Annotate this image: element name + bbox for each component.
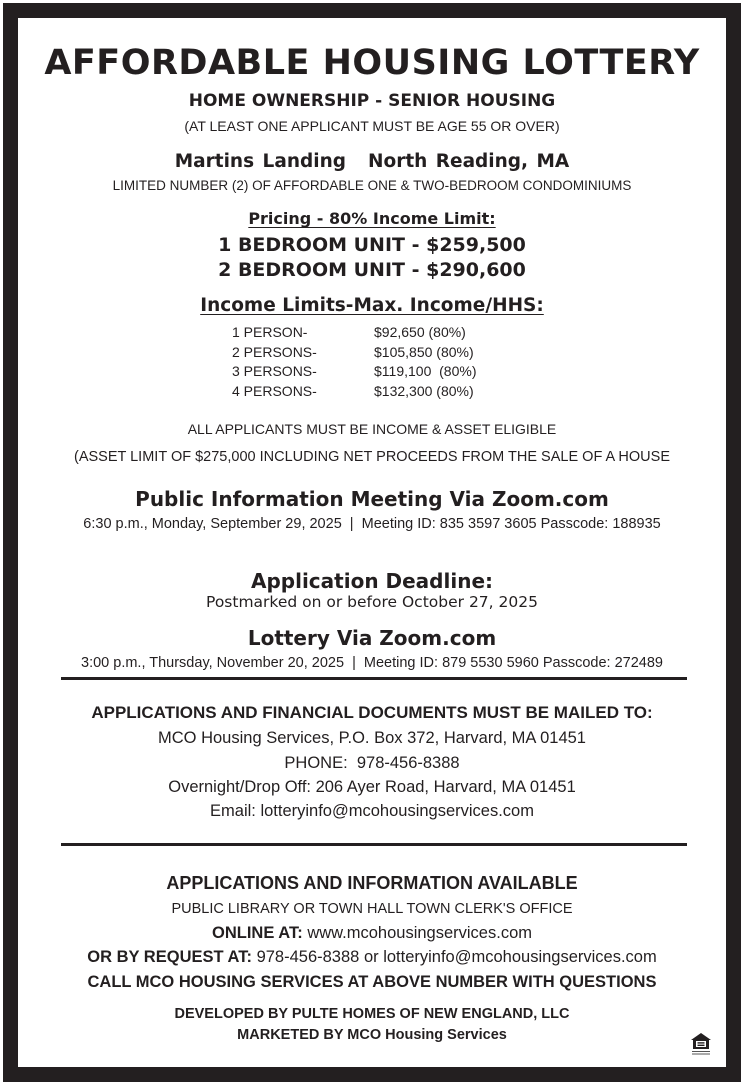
online-line bbox=[18, 925, 726, 942]
request-email-link[interactable]: lotteryinfo@mcohousingservices.com bbox=[383, 948, 657, 966]
request-or: or bbox=[363, 948, 379, 966]
income-limit: $132,300 (80%) bbox=[374, 382, 474, 399]
income-limits-heading bbox=[18, 297, 726, 316]
deadline-heading: Application Deadline: bbox=[250, 569, 494, 593]
online-label: ONLINE AT: bbox=[211, 924, 303, 942]
age-requirement-note: (AT LEAST ONE APPLICANT MUST BE AGE 55 OR OVER) bbox=[184, 118, 560, 134]
website-link[interactable]: www.mcohousingservices.com bbox=[307, 924, 532, 942]
income-limits-table bbox=[232, 323, 476, 401]
flyer-content bbox=[18, 18, 726, 1067]
asset-limit-note: (ASSET LIMIT OF $275,000 INCLUDING NET PROCEEDS FROM THE SALE OF A HOUSE bbox=[73, 449, 670, 465]
household-size: 4 PERSONS- bbox=[232, 382, 317, 399]
income-row bbox=[232, 323, 476, 343]
section-divider bbox=[61, 677, 687, 680]
request-phone: 978-456-8388 bbox=[256, 948, 360, 966]
income-limit: $92,650 (80%) bbox=[374, 324, 466, 340]
income-row bbox=[232, 382, 476, 402]
call-note: CALL MCO HOUSING SERVICES AT ABOVE NUMBER WITH QUESTIONS bbox=[87, 973, 657, 991]
flyer-subtitle: HOME OWNERSHIP - SENIOR HOUSING bbox=[188, 91, 556, 111]
request-label: OR BY REQUEST AT: bbox=[87, 948, 252, 966]
availability-heading: APPLICATIONS AND INFORMATION AVAILABLE bbox=[166, 873, 578, 893]
pricing-heading-text: Pricing - 80% Income Limit: bbox=[248, 209, 496, 228]
mailing-heading: APPLICATIONS AND FINANCIAL DOCUMENTS MUST BE MAILED TO: bbox=[91, 703, 653, 722]
development-name: Martins Landing bbox=[174, 151, 346, 172]
development-town: North Reading, MA bbox=[368, 151, 570, 172]
section-divider bbox=[61, 843, 687, 846]
dropoff-address: Overnight/Drop Off: 206 Ayer Road, Harvard, MA 01451 bbox=[168, 778, 576, 796]
household-size: 2 PERSONS- bbox=[232, 343, 317, 360]
price-two-bedroom: 2 BEDROOM UNIT - $290,600 bbox=[218, 259, 526, 281]
mailing-email-line bbox=[18, 803, 726, 820]
request-line bbox=[18, 949, 726, 966]
mailing-address: MCO Housing Services, P.O. Box 372, Harvard, MA 01451 bbox=[158, 729, 586, 747]
info-meeting-heading: Public Information Meeting Via Zoom.com bbox=[135, 487, 609, 511]
equal-housing-opportunity-icon bbox=[690, 1032, 712, 1056]
lottery-heading: Lottery Via Zoom.com bbox=[247, 626, 497, 650]
mailing-phone: PHONE: 978-456-8388 bbox=[284, 754, 460, 772]
flyer-title: AFFORDABLE HOUSING LOTTERY bbox=[44, 43, 700, 83]
income-limits-heading-text: Income Limits-Max. Income/HHS: bbox=[200, 295, 544, 316]
marketer-credit: MARKETED BY MCO Housing Services bbox=[237, 1027, 507, 1043]
price-one-bedroom: 1 BEDROOM UNIT - $259,500 bbox=[218, 234, 526, 256]
email-link[interactable]: lotteryinfo@mcohousingservices.com bbox=[260, 802, 534, 820]
pricing-heading bbox=[18, 211, 726, 227]
info-meeting-details: 6:30 p.m., Monday, September 29, 2025 | Meeting ID: 835 3597 3605 Passcode: 188935 bbox=[83, 516, 661, 532]
lottery-details: 3:00 p.m., Thursday, November 20, 2025 | Meeting ID: 879 5530 5960 Passcode: 272489 bbox=[81, 655, 663, 671]
income-limit: $105,850 (80%) bbox=[374, 343, 474, 360]
availability-locations: PUBLIC LIBRARY OR TOWN HALL TOWN CLERK'S OFFICE bbox=[171, 901, 573, 917]
eligibility-note: ALL APPLICANTS MUST BE INCOME & ASSET ELIGIBLE bbox=[187, 421, 557, 437]
household-size: 3 PERSONS- bbox=[232, 363, 317, 379]
income-limit: $119,100 (80%) bbox=[374, 363, 477, 379]
development-location bbox=[18, 153, 726, 172]
email-label: Email: bbox=[210, 802, 261, 820]
units-note: LIMITED NUMBER (2) OF AFFORDABLE ONE & TWO-BEDROOM CONDOMINIUMS bbox=[112, 178, 632, 193]
deadline-details: Postmarked on or before October 27, 2025 bbox=[206, 593, 538, 611]
income-row bbox=[232, 343, 476, 363]
income-row bbox=[232, 362, 476, 382]
developer-credit: DEVELOPED BY PULTE HOMES OF NEW ENGLAND, LLC bbox=[174, 1006, 570, 1022]
household-size: 1 PERSON- bbox=[232, 324, 308, 340]
